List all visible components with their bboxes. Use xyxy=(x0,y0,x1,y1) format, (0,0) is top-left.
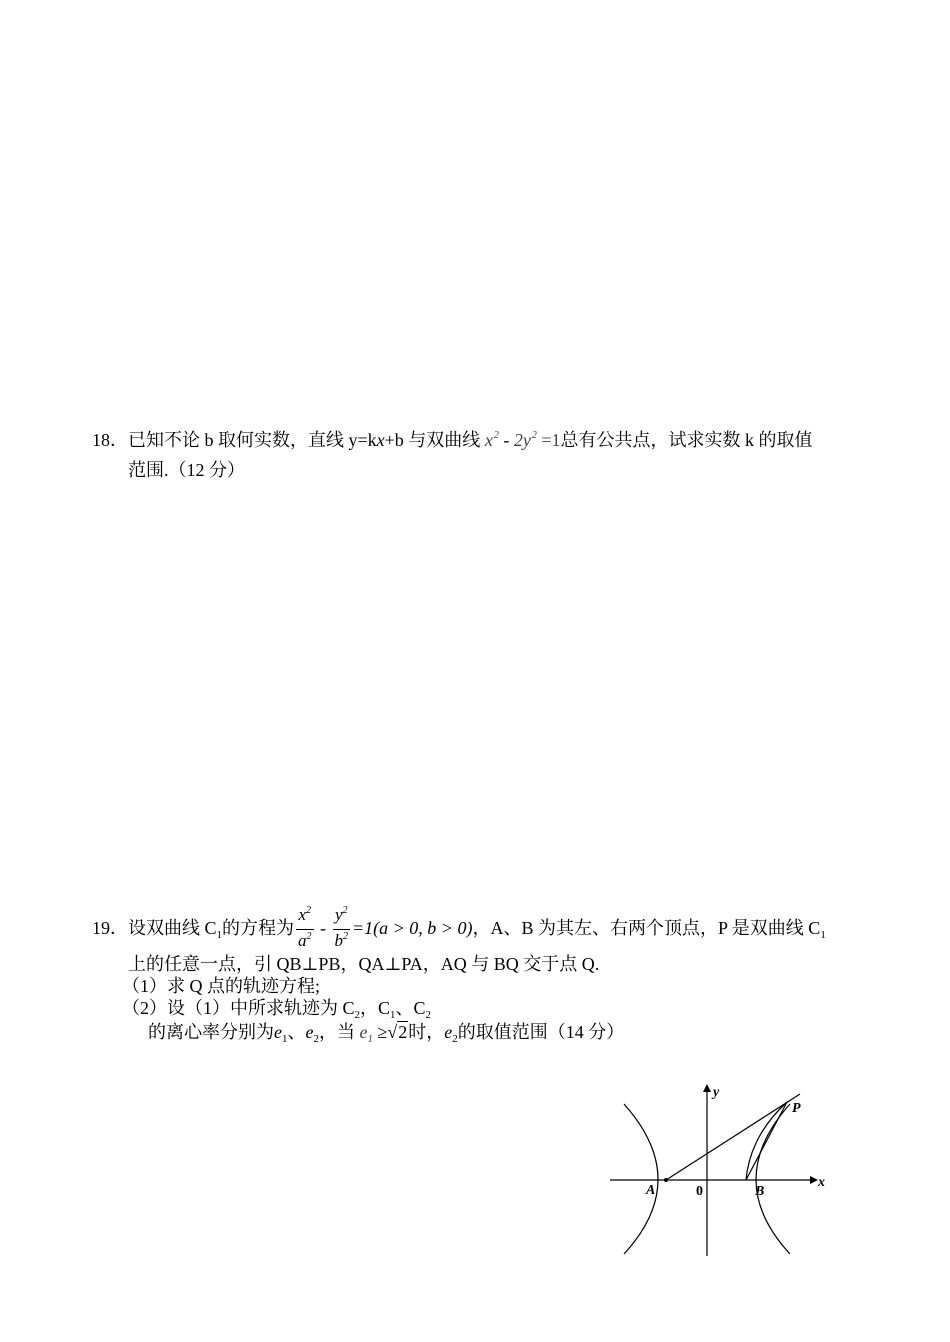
q19-sep: 、 xyxy=(287,1022,306,1042)
q18-x-var: x xyxy=(376,430,385,450)
label-a: A xyxy=(646,1183,656,1198)
q19-part2-sub2: 2 xyxy=(354,1009,361,1021)
x-axis-arrow xyxy=(810,1176,818,1184)
frac1-num-exp: 2 xyxy=(306,905,312,917)
label-p: P xyxy=(792,1101,801,1116)
q19-part2-a: （2）设（1）中所求轨迹为 C xyxy=(122,998,355,1018)
hyperbola-right-branch xyxy=(756,1104,790,1254)
q18-line2 xyxy=(128,458,245,482)
q19-e2: e xyxy=(305,1022,314,1042)
label-x: x xyxy=(818,1175,825,1190)
line-bp xyxy=(746,1102,787,1180)
q19-part3-b: ，当 xyxy=(319,1022,355,1042)
q19-part1-text: （1）求 Q 点的轨迹方程; xyxy=(122,976,320,996)
q19-part3-d: 的取值范围（14 分） xyxy=(457,1022,625,1042)
q19-line2 xyxy=(128,952,599,976)
q19-text-a: 设双曲线 C xyxy=(128,918,217,938)
q18-number: 18． xyxy=(92,430,128,450)
frac2-den-exp: 2 xyxy=(343,931,349,943)
label-o: 0 xyxy=(696,1184,703,1199)
q19-e1-math-sub: 1 xyxy=(367,1033,373,1045)
q19-minus: - xyxy=(315,918,331,938)
frac1-num: x xyxy=(298,905,307,925)
q19-part2-c: 、C xyxy=(395,998,426,1018)
y-axis-arrow xyxy=(703,1084,711,1092)
q19-part2-b: ，C xyxy=(360,998,391,1018)
q19-part2-sub2b: 2 xyxy=(425,1009,432,1021)
q18-eq-exp2: 2 xyxy=(531,430,537,441)
q18-score: 范围.（12 分） xyxy=(128,460,245,480)
q19-e1-math xyxy=(359,1022,374,1045)
q19-e2b: e xyxy=(444,1022,453,1042)
q18-text-c: 总有公共点，试求实数 k 的取值 xyxy=(560,430,813,450)
frac2-den: b xyxy=(334,931,344,951)
q19-part3-c: 时， xyxy=(408,1022,445,1042)
point-a xyxy=(664,1178,668,1182)
q18-text-b: +b 与双曲线 xyxy=(384,430,481,450)
q19-part2 xyxy=(122,996,431,1023)
q18-eq-2y: 2y xyxy=(513,430,531,450)
q19-part3-a: 的离心率分别为 xyxy=(148,1022,274,1042)
q19-e1-math-e: e xyxy=(359,1022,368,1042)
q19-line1 xyxy=(92,903,826,953)
q19-c1-sub: 1 xyxy=(216,929,223,941)
hyperbola-left-branch xyxy=(624,1104,658,1254)
q19-part1 xyxy=(122,974,320,998)
frac2-num-exp: 2 xyxy=(342,905,348,917)
q18-eq-rhs: =1 xyxy=(536,430,561,450)
q19-sqrt: √2 xyxy=(387,1022,408,1042)
q19-text-b: 的方程为 xyxy=(222,918,295,938)
q19-geq: ≥ xyxy=(373,1022,388,1042)
q18-eq-x: x xyxy=(484,430,493,450)
q19-sqrt-val: 2 xyxy=(398,1022,408,1042)
q19-e1: e xyxy=(274,1022,282,1042)
hyperbola-figure xyxy=(600,1076,830,1261)
q19-part2-sub1: 1 xyxy=(390,1009,396,1021)
q19-e2b-sub: 2 xyxy=(452,1033,458,1045)
q18-eq-minus: - xyxy=(498,430,514,450)
q19-c1-sub-2: 1 xyxy=(820,929,826,941)
q19-frac-x xyxy=(296,904,314,955)
q18-text-a: 已知不论 b 取何实数，直线 y=k xyxy=(128,430,377,450)
frac2-num: y xyxy=(334,905,343,925)
q19-text-c: ，A、B 为其左、右两个顶点，P 是双曲线 C xyxy=(472,918,821,938)
line-ap xyxy=(666,1094,800,1180)
q19-e2-sub: 2 xyxy=(313,1033,319,1045)
q18-line1 xyxy=(92,428,812,456)
frac1-den: a xyxy=(298,931,307,951)
q19-line2-text: 上的任意一点，引 QB⊥PB，QA⊥PA，AQ 与 BQ 交于点 Q. xyxy=(128,954,600,974)
q19-part3 xyxy=(148,1020,624,1047)
label-b: B xyxy=(755,1184,765,1199)
label-y: y xyxy=(713,1085,720,1100)
q18-equation xyxy=(485,430,561,450)
q19-frac-y xyxy=(333,904,351,955)
q19-number: 19． xyxy=(92,918,128,938)
frac1-den-exp: 2 xyxy=(306,931,312,943)
q18-eq-exp1: 2 xyxy=(493,430,499,441)
q19-condition: =1(a > 0, b > 0) xyxy=(352,918,473,938)
q19-e1-sub: 1 xyxy=(282,1033,288,1045)
